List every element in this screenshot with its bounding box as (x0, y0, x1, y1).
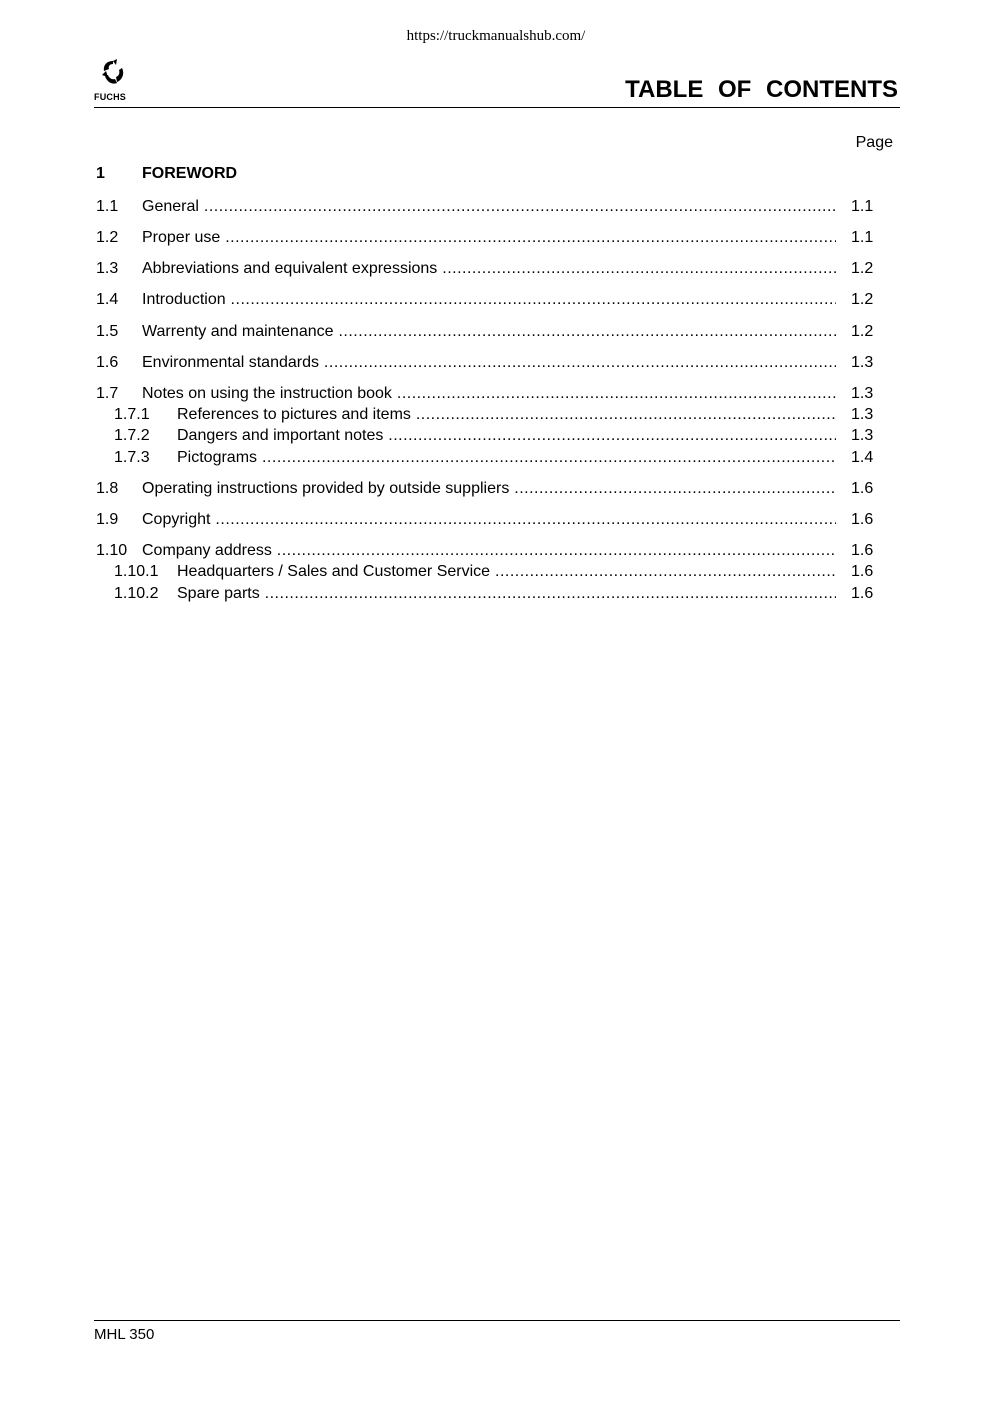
toc-subentry[interactable] (0, 562, 992, 582)
toc-entry[interactable] (0, 353, 992, 373)
header-rule (94, 107, 900, 108)
toc-entry-title: Operating instructions provided by outside suppliers ..... (142, 479, 836, 499)
toc-entry-number: 1.10 (96, 542, 128, 559)
toc-entry-number: 1.8 (96, 480, 119, 497)
toc-entry[interactable] (0, 228, 992, 248)
toc-entry-number: 1.7.2 (114, 427, 150, 444)
toc-entry-title: Environmental standards ..... (142, 353, 836, 373)
toc-entry-title: Company address ..... (142, 541, 836, 561)
toc-subentry[interactable] (0, 405, 992, 425)
toc-entry-number: 1.5 (96, 323, 119, 340)
toc-entry-title: General ..... (142, 197, 836, 217)
toc-entry-page: 1.2 (851, 260, 874, 277)
toc-entry-number: 1.7.1 (114, 406, 150, 423)
toc-entry[interactable] (0, 479, 992, 499)
toc-entry-title: Dangers and important notes ..... (177, 426, 836, 446)
toc-entry-number: 1.3 (96, 260, 119, 277)
logo-text: FUCHS (94, 92, 126, 102)
toc-entry[interactable] (0, 510, 992, 530)
toc-entry-number: 1.10.1 (114, 563, 159, 580)
toc-entry-title: Spare parts ..... (177, 584, 836, 604)
toc-entry-page: 1.1 (851, 229, 874, 246)
toc-entry-page: 1.3 (851, 406, 874, 423)
toc-entry-number: 1.10.2 (114, 585, 159, 602)
toc-entry-page: 1.2 (851, 291, 874, 308)
toc-entry-title: Proper use ..... (142, 228, 836, 248)
toc-entry-page: 1.3 (851, 427, 874, 444)
toc-entry[interactable] (0, 259, 992, 279)
toc-entry-number: 1.9 (96, 511, 119, 528)
toc-entry-number: 1.6 (96, 354, 119, 371)
toc-entry-page: 1.1 (851, 198, 874, 215)
toc-entry-number: 1.2 (96, 229, 119, 246)
footer-model: MHL 350 (94, 1326, 155, 1343)
toc-entry-title: Copyright ..... (142, 510, 836, 530)
page-title: TABLE OF CONTENTS (625, 76, 898, 103)
toc-entry-page: 1.6 (851, 542, 874, 559)
toc-entry-title: Warrenty and maintenance ..... (142, 322, 836, 342)
toc-entry-page: 1.3 (851, 354, 874, 371)
toc-entry-page: 1.6 (851, 563, 874, 580)
toc-entry-page: 1.2 (851, 323, 874, 340)
toc-entry-page: 1.3 (851, 385, 874, 402)
toc-subentry[interactable] (0, 426, 992, 446)
toc-entry-number: 1.1 (96, 198, 119, 215)
toc-entry-title: Notes on using the instruction book ..... (142, 384, 836, 404)
toc-entry-number: 1.7 (96, 385, 119, 402)
toc-subentry[interactable] (0, 584, 992, 604)
toc-entry[interactable] (0, 197, 992, 217)
toc-entry[interactable] (0, 541, 992, 561)
toc-entry-number: 1.7.3 (114, 449, 150, 466)
toc-entry-page: 1.6 (851, 511, 874, 528)
source-url: https://truckmanualshub.com/ (406, 28, 586, 44)
toc-entry-page: 1.6 (851, 480, 874, 497)
toc-subentry[interactable] (0, 448, 992, 468)
footer-rule (94, 1320, 900, 1321)
toc-entry[interactable] (0, 322, 992, 342)
fuchs-logo (94, 58, 134, 104)
toc-entry[interactable] (0, 290, 992, 310)
toc-entry-title: Pictograms ..... (177, 448, 836, 468)
chapter-title: FOREWORD (142, 165, 238, 182)
toc-entry-title: Introduction ..... (142, 290, 836, 310)
toc-entry[interactable] (0, 384, 992, 404)
page-column-label: Page (855, 134, 893, 151)
toc-entry-page: 1.4 (851, 449, 874, 466)
toc-entry-number: 1.4 (96, 291, 119, 308)
toc-entry-page: 1.6 (851, 585, 874, 602)
fuchs-logo-icon (99, 58, 127, 88)
toc-entry-title: Headquarters / Sales and Customer Service ..... (177, 562, 836, 582)
toc-entry-title: References to pictures and items ..... (177, 405, 836, 425)
toc-entry-title: Abbreviations and equivalent expressions ..... (142, 259, 836, 279)
chapter-number: 1 (96, 165, 105, 182)
